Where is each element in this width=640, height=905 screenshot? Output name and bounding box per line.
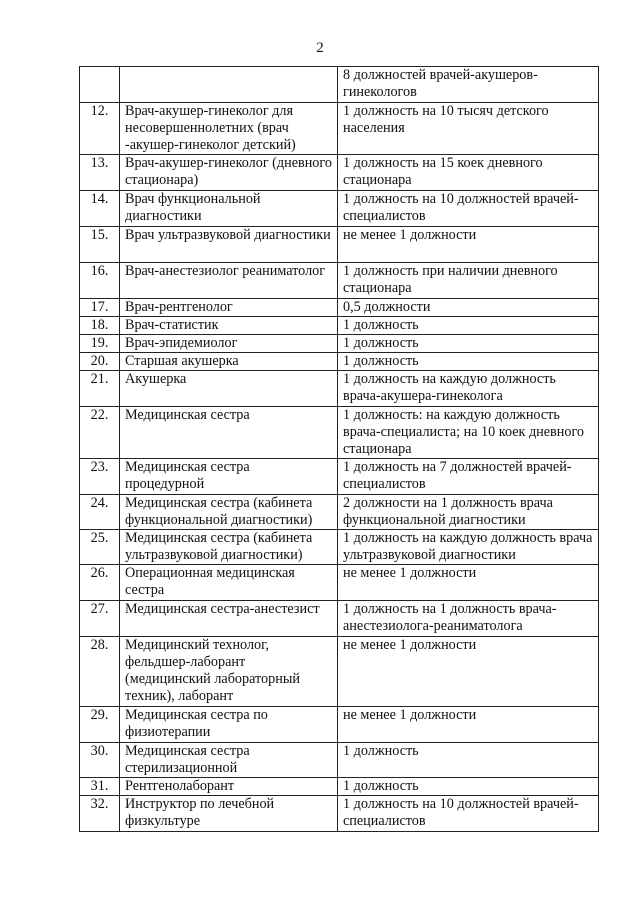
row-number: 31. (80, 778, 120, 796)
position-name: Инструктор по лечебной физкультуре (120, 796, 338, 832)
position-name: Врач-анестезиолог реаниматолог (120, 263, 338, 299)
staffing-norm: 1 должность (338, 335, 599, 353)
table-row (80, 778, 599, 796)
table-row (80, 155, 599, 191)
position-name (120, 67, 338, 103)
row-number: 12. (80, 103, 120, 155)
row-number: 18. (80, 317, 120, 335)
row-number: 26. (80, 565, 120, 601)
row-number: 13. (80, 155, 120, 191)
position-name: Старшая акушерка (120, 353, 338, 371)
position-name: Врач-эпидемиолог (120, 335, 338, 353)
staffing-norm: 1 должность (338, 778, 599, 796)
staffing-norm: 1 должность на каждую должность врача ультразвуковой диагностики (338, 530, 599, 565)
page-number: 2 (316, 40, 324, 56)
row-number: 30. (80, 743, 120, 778)
table-row (80, 67, 599, 103)
table-row (80, 707, 599, 743)
position-name: Медицинская сестра (кабинета ультразвуковой диагностики) (120, 530, 338, 565)
row-number: 21. (80, 371, 120, 407)
table-row (80, 407, 599, 459)
table-row (80, 565, 599, 601)
staffing-norm: 1 должность при наличии дневного стационара (338, 263, 599, 299)
staffing-norm: не менее 1 должности (338, 707, 599, 743)
table-row (80, 335, 599, 353)
staffing-norm: 0,5 должности (338, 299, 599, 317)
row-number: 22. (80, 407, 120, 459)
staffing-norm: 1 должность на 10 тысяч детского населения (338, 103, 599, 155)
staffing-norm: 1 должность на 7 должностей врачей-специалистов (338, 459, 599, 495)
row-number (80, 67, 120, 103)
row-number: 14. (80, 191, 120, 227)
position-name: Медицинская сестра процедурной (120, 459, 338, 495)
position-name: Медицинская сестра (кабинета функциональной диагностики) (120, 495, 338, 530)
position-name: Врач-рентгенолог (120, 299, 338, 317)
row-number: 24. (80, 495, 120, 530)
table-row (80, 227, 599, 263)
position-name: Операционная медицинская сестра (120, 565, 338, 601)
staffing-norm: 1 должность: на каждую должность врача-специалиста; на 10 коек дневного стационара (338, 407, 599, 459)
position-name: Медицинская сестра-анестезист (120, 601, 338, 637)
row-number: 28. (80, 637, 120, 707)
position-name: Врач-акушер-гинеколог для несовершеннолетних (врач -акушер-гинеколог детский) (120, 103, 338, 155)
row-number: 17. (80, 299, 120, 317)
table-row (80, 459, 599, 495)
position-name: Врач ультразвуковой диагностики (120, 227, 338, 263)
row-number: 27. (80, 601, 120, 637)
staffing-norm: 8 должностей врачей-акушеров-гинекологов (338, 67, 599, 103)
position-name: Врач функциональной диагностики (120, 191, 338, 227)
table-row (80, 299, 599, 317)
staffing-norm: не менее 1 должности (338, 637, 599, 707)
staffing-norm: 1 должность на 1 должность врача-анестезиолога-реаниматолога (338, 601, 599, 637)
position-name: Медицинская сестра (120, 407, 338, 459)
position-name: Медицинская сестра стерилизационной (120, 743, 338, 778)
staffing-norm: 1 должность на 10 должностей врачей-специалистов (338, 796, 599, 832)
table-row (80, 796, 599, 832)
table-row (80, 263, 599, 299)
table-row (80, 743, 599, 778)
table-row (80, 495, 599, 530)
staffing-norm: 2 должности на 1 должность врача функциональной диагностики (338, 495, 599, 530)
position-name: Медицинский технолог, фельдшер-лаборант (медицинский лабораторный техник), лаборант (120, 637, 338, 707)
staffing-norm: 1 должность на 10 должностей врачей-специалистов (338, 191, 599, 227)
table-row (80, 103, 599, 155)
table-row (80, 317, 599, 335)
table-row (80, 601, 599, 637)
position-name: Рентгенолаборант (120, 778, 338, 796)
table-row (80, 371, 599, 407)
position-name: Врач-статистик (120, 317, 338, 335)
position-name: Акушерка (120, 371, 338, 407)
row-number: 29. (80, 707, 120, 743)
row-number: 16. (80, 263, 120, 299)
staffing-norm: 1 должность на каждую должность врача-акушера-гинеколога (338, 371, 599, 407)
row-number: 19. (80, 335, 120, 353)
staffing-norm: 1 должность (338, 317, 599, 335)
table-row (80, 530, 599, 565)
row-number: 20. (80, 353, 120, 371)
table-row (80, 353, 599, 371)
staffing-norm: 1 должность на 15 коек дневного стационара (338, 155, 599, 191)
table-row (80, 191, 599, 227)
row-number: 23. (80, 459, 120, 495)
row-number: 32. (80, 796, 120, 832)
position-name: Медицинская сестра по физиотерапии (120, 707, 338, 743)
position-name: Врач-акушер-гинеколог (дневного стационара) (120, 155, 338, 191)
row-number: 15. (80, 227, 120, 263)
row-number: 25. (80, 530, 120, 565)
staffing-table (79, 66, 599, 832)
staffing-norm: 1 должность (338, 353, 599, 371)
staffing-norm: 1 должность (338, 743, 599, 778)
table-row (80, 637, 599, 707)
staffing-norm: не менее 1 должности (338, 227, 599, 263)
staffing-norm: не менее 1 должности (338, 565, 599, 601)
